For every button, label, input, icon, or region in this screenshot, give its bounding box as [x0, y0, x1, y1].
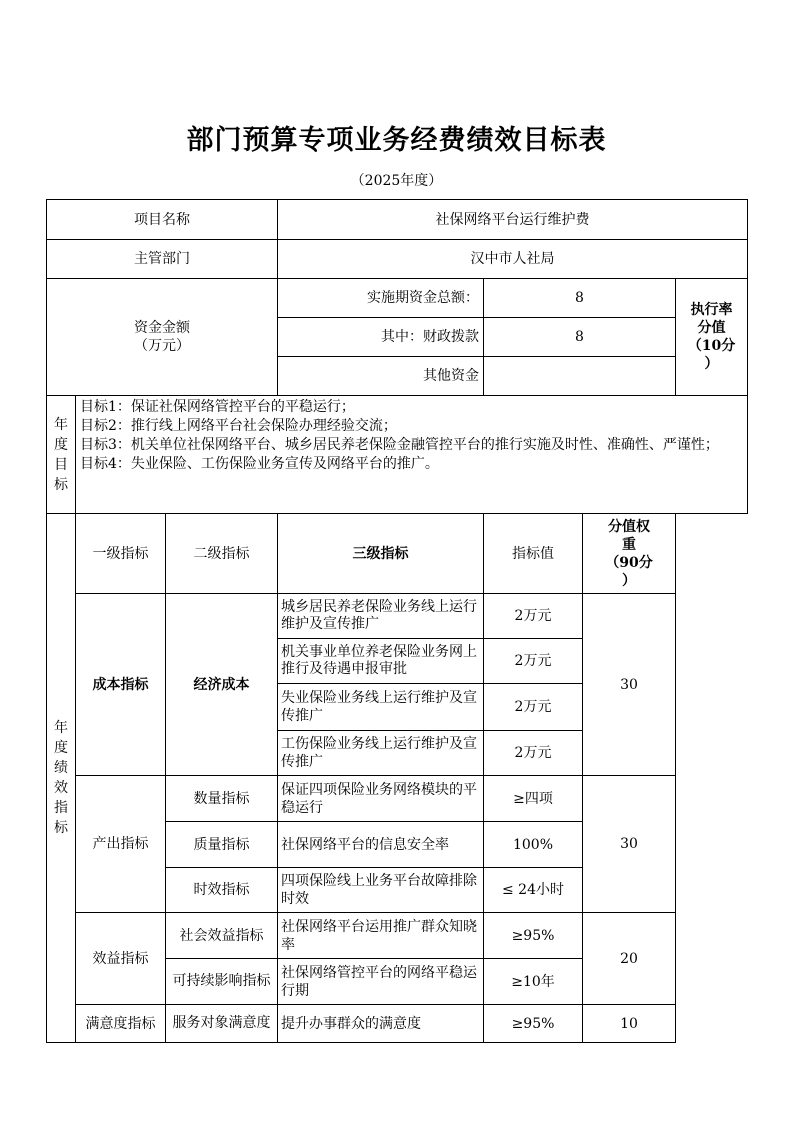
table-row: 四项保险线上业务平台故障排除时效	[278, 868, 484, 913]
fiscal-funds-label: 其中：财政拨款	[278, 318, 484, 357]
benefit-level2: 社会效益指标	[166, 913, 278, 959]
benefit-weight: 20	[583, 913, 676, 1005]
indicator-value: ≥95%	[484, 913, 583, 959]
other-funds-value	[484, 357, 676, 396]
indicator-value: ≥四项	[484, 776, 583, 822]
project-name-label: 项目名称	[47, 200, 278, 240]
cost-level2: 经济成本	[166, 594, 278, 776]
table-row: 社保网络平台运用推广群众知晓率	[278, 913, 484, 959]
fiscal-year: （2025年度）	[350, 173, 443, 189]
exec-rate-line2: 分值	[697, 320, 726, 336]
other-funds-label: 其他资金	[278, 357, 484, 396]
funds-label-line2: （万元）	[134, 338, 190, 354]
dept-label: 主管部门	[47, 240, 278, 279]
dept-value: 汉中市人社局	[278, 240, 748, 279]
funds-label	[47, 279, 278, 396]
indicator-value: 2万元	[484, 594, 583, 639]
table-row: 失业保险业务线上运行维护及宣传推广	[278, 684, 484, 731]
table-row: 保证四项保险业务网络模块的平稳运行	[278, 776, 484, 822]
satisfaction-weight: 10	[583, 1005, 676, 1043]
output-level1: 产出指标	[76, 776, 166, 913]
indicator-value: 100%	[484, 822, 583, 868]
funds-label-line1: 资金金额	[134, 320, 190, 336]
indicator-value: 2万元	[484, 731, 583, 776]
fiscal-funds-value: 8	[484, 318, 676, 357]
exec-rate-line3: （10分	[687, 338, 736, 354]
indicator-value: 2万元	[484, 639, 583, 684]
goal-item: 目标4：失业保险、工伤保险业务宣传及网络平台的推广。	[80, 456, 439, 472]
header-level2: 二级指标	[166, 514, 278, 594]
annual-goals	[76, 396, 748, 514]
benefit-level2: 可持续影响指标	[166, 959, 278, 1005]
project-name-value: 社保网络平台运行维护费	[278, 200, 748, 240]
goal-item: 目标3：机关单位社保网络平台、城乡居民养老保险金融管控平台的推行实施及时性、准确性、严谨性；	[80, 437, 719, 453]
table-row: 社保网络管控平台的网络平稳运行期	[278, 959, 484, 1005]
indicator-value: ≥95%	[484, 1005, 583, 1043]
satisfaction-level1: 满意度指标	[76, 1005, 166, 1043]
header-level1: 一级指标	[76, 514, 166, 594]
exec-rate-line1: 执行率	[690, 302, 733, 318]
benefit-level1: 效益指标	[76, 913, 166, 1005]
table-row: 机关事业单位养老保险业务网上推行及待遇申报审批	[278, 639, 484, 684]
goal-item: 目标2：推行线上网络平台社会保险办理经验交流；	[80, 418, 397, 434]
total-funds-label: 实施期资金总额：	[278, 279, 484, 318]
satisfaction-level2: 服务对象满意度	[166, 1005, 278, 1043]
output-level2: 数量指标	[166, 776, 278, 822]
cost-level1: 成本指标	[76, 594, 166, 776]
exec-rate-line4: ）	[704, 356, 719, 372]
output-level2: 时效指标	[166, 868, 278, 913]
annual-perf-label: 年 度 绩 效 指 标	[47, 514, 76, 1043]
header-value: 指标值	[484, 514, 583, 594]
table-row: 社保网络平台的信息安全率	[278, 822, 484, 868]
header-weight: 分值权 重 （90分 ）	[583, 514, 676, 594]
total-funds-value: 8	[484, 279, 676, 318]
indicator-value: ≤ 24小时	[484, 868, 583, 913]
output-level2: 质量指标	[166, 822, 278, 868]
table-row: 城乡居民养老保险业务线上运行维护及宣传推广	[278, 594, 484, 639]
indicator-value: 2万元	[484, 684, 583, 731]
annual-goal-label: 年 度 目 标	[47, 396, 76, 514]
exec-rate-score	[676, 279, 748, 396]
goal-item: 目标1：保证社保网络管控平台的平稳运行；	[80, 399, 355, 415]
page-title: 部门预算专项业务经费绩效目标表	[186, 125, 607, 156]
performance-table	[46, 199, 748, 1043]
table-row: 提升办事群众的满意度	[278, 1005, 484, 1043]
table-row: 工伤保险业务线上运行维护及宣传推广	[278, 731, 484, 776]
header-level3: 三级指标	[278, 514, 484, 594]
output-weight: 30	[583, 776, 676, 913]
cost-weight: 30	[583, 594, 676, 776]
indicator-value: ≥10年	[484, 959, 583, 1005]
